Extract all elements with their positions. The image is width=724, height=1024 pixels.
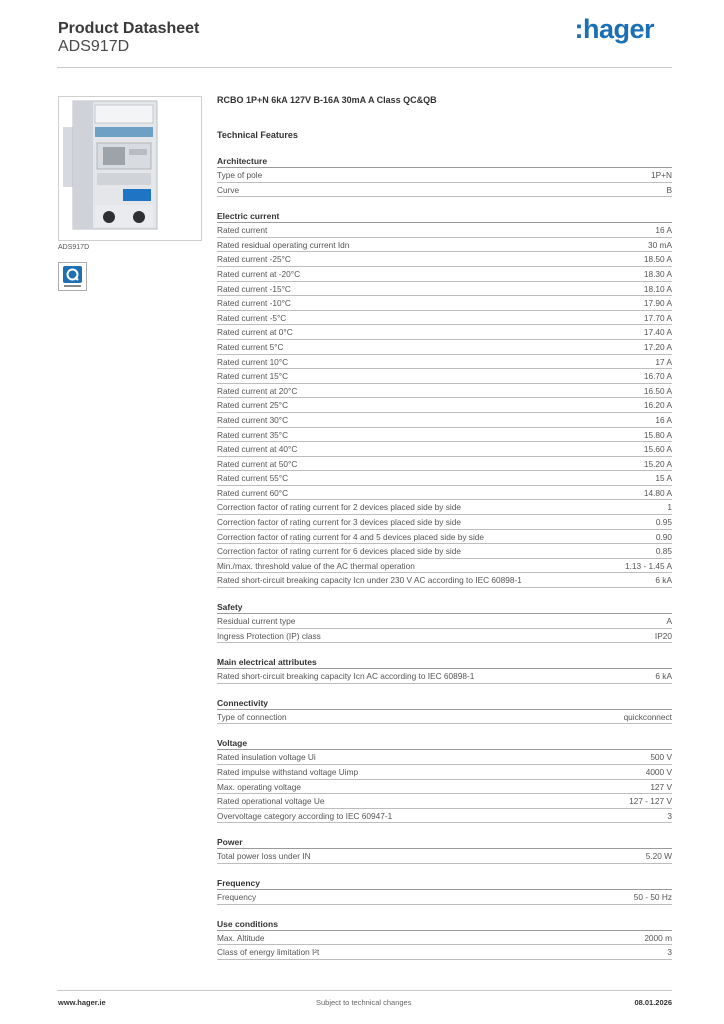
- row-value: 5.20 W: [645, 851, 672, 862]
- table-row: [217, 559, 672, 574]
- row-label: Rated residual operating current Idn: [217, 239, 350, 250]
- table-row: [217, 471, 672, 486]
- row-value: B: [666, 184, 672, 195]
- row-label: Type of connection: [217, 711, 287, 722]
- row-value: 16 A: [655, 414, 672, 425]
- table-row: [217, 614, 672, 629]
- table-row: [217, 849, 672, 864]
- row-value: 16 A: [655, 225, 672, 236]
- row-value: 500 V: [650, 752, 672, 763]
- table-row: [217, 710, 672, 725]
- table-row: [217, 530, 672, 545]
- table-row: [217, 669, 672, 684]
- table-row: [217, 945, 672, 960]
- section: [217, 918, 672, 960]
- section: [217, 601, 672, 643]
- footer-divider: [57, 990, 672, 991]
- row-value: 0.90: [655, 531, 672, 542]
- row-label: Rated short-circuit breaking capacity Icn under 230 V AC according to IEC 60898-1: [217, 575, 522, 586]
- row-label: Rated current at 50°C: [217, 458, 298, 469]
- footer-date: 08.01.2026: [634, 998, 672, 1007]
- table-row: [217, 369, 672, 384]
- section: [217, 656, 672, 684]
- row-value: 17.40 A: [643, 327, 672, 338]
- row-value: 15.20 A: [643, 458, 672, 469]
- row-label: Rated current 10°C: [217, 356, 289, 367]
- section: [217, 210, 672, 588]
- section-title: Architecture: [217, 155, 672, 168]
- row-label: Curve: [217, 184, 240, 195]
- row-label: Rated current 55°C: [217, 473, 289, 484]
- row-label: Rated current 25°C: [217, 400, 289, 411]
- logo-text: :hager: [574, 14, 654, 44]
- technical-features-heading: Technical Features: [217, 130, 298, 140]
- row-value: 15 A: [655, 473, 672, 484]
- row-value: 1.13 - 1.45 A: [624, 560, 672, 571]
- row-value: 17.70 A: [643, 312, 672, 323]
- row-label: Rated current 15°C: [217, 371, 289, 382]
- table-row: [217, 238, 672, 253]
- row-label: Rated current -10°C: [217, 298, 291, 309]
- row-value: 127 V: [650, 781, 672, 792]
- row-label: Rated current 30°C: [217, 414, 289, 425]
- row-label: Rated insulation voltage Ui: [217, 752, 316, 763]
- table-row: [217, 398, 672, 413]
- row-label: Rated short-circuit breaking capacity Icn AC according to IEC 60898-1: [217, 671, 475, 682]
- row-value: 18.10 A: [643, 283, 672, 294]
- row-value: 16.50 A: [643, 385, 672, 396]
- row-value: 16.70 A: [643, 371, 672, 382]
- row-label: Max. operating voltage: [217, 781, 301, 792]
- table-row: [217, 765, 672, 780]
- row-value: 3: [667, 947, 672, 958]
- table-row: [217, 252, 672, 267]
- section-title: Electric current: [217, 210, 672, 223]
- row-label: Ingress Protection (IP) class: [217, 630, 321, 641]
- table-row: [217, 515, 672, 530]
- row-label: Correction factor of rating current for 2 devices placed side by side: [217, 502, 461, 513]
- row-label: Rated current at 0°C: [217, 327, 293, 338]
- page-title: Product Datasheet: [58, 20, 200, 37]
- table-row: [217, 890, 672, 905]
- datasheet-content: [217, 93, 672, 960]
- table-row: [217, 573, 672, 588]
- row-value: 18.30 A: [643, 268, 672, 279]
- row-value: 15.60 A: [643, 444, 672, 455]
- row-label: Min./max. threshold value of the AC thermal operation: [217, 560, 415, 571]
- table-row: [217, 340, 672, 355]
- product-name: RCBO 1P+N 6kA 127V B-16A 30mA A Class QC&QB: [217, 95, 437, 105]
- table-row: [217, 809, 672, 824]
- row-label: Frequency: [217, 891, 257, 902]
- table-row: [217, 355, 672, 370]
- table-row: [217, 544, 672, 559]
- table-row: [217, 296, 672, 311]
- row-label: Rated current -25°C: [217, 254, 291, 265]
- table-row: [217, 442, 672, 457]
- row-label: Rated current 35°C: [217, 429, 289, 440]
- table-row: [217, 384, 672, 399]
- table-row: [217, 500, 672, 515]
- row-value: 1: [667, 502, 672, 513]
- table-row: [217, 428, 672, 443]
- row-value: A: [666, 616, 672, 627]
- row-label: Rated current at 40°C: [217, 444, 298, 455]
- section-title: Safety: [217, 601, 672, 614]
- section: [217, 877, 672, 905]
- row-label: Rated current: [217, 225, 268, 236]
- section-title: Frequency: [217, 877, 672, 890]
- footer-website: www.hager.ie: [58, 998, 106, 1007]
- row-label: Max. Altitude: [217, 932, 265, 943]
- table-row: [217, 457, 672, 472]
- row-label: Rated current 60°C: [217, 487, 289, 498]
- row-label: Residual current type: [217, 616, 296, 627]
- image-caption: ADS917D: [58, 244, 90, 251]
- row-value: IP20: [654, 630, 672, 641]
- row-value: 3: [667, 810, 672, 821]
- table-row: [217, 750, 672, 765]
- row-value: 127 - 127 V: [629, 796, 672, 807]
- table-row: [217, 413, 672, 428]
- row-value: 30 mA: [648, 239, 672, 250]
- row-label: Overvoltage category according to IEC 60947-1: [217, 810, 393, 821]
- row-value: 14.80 A: [643, 487, 672, 498]
- table-row: [217, 780, 672, 795]
- row-value: 15.80 A: [643, 429, 672, 440]
- row-value: 16.20 A: [643, 400, 672, 411]
- row-value: 50 - 50 Hz: [633, 891, 672, 902]
- table-row: [217, 168, 672, 183]
- table-row: [217, 794, 672, 809]
- section-title: Main electrical attributes: [217, 656, 672, 669]
- table-row: [217, 629, 672, 644]
- table-row: [217, 325, 672, 340]
- section: [217, 737, 672, 823]
- table-row: [217, 267, 672, 282]
- row-label: Correction factor of rating current for 6 devices placed side by side: [217, 546, 461, 557]
- table-row: [217, 931, 672, 946]
- section-title: Use conditions: [217, 918, 672, 931]
- footer-notice: Subject to technical changes: [316, 998, 412, 1007]
- section: [217, 155, 672, 197]
- section-title: Power: [217, 836, 672, 849]
- row-label: Class of energy limitation I²t: [217, 947, 320, 958]
- table-row: [217, 223, 672, 238]
- hager-logo: [574, 14, 654, 45]
- row-label: Type of pole: [217, 170, 263, 180]
- rcbo-device-illustration: [59, 97, 201, 240]
- row-label: Rated current -15°C: [217, 283, 291, 294]
- product-reference: ADS917D: [58, 38, 130, 55]
- row-label: Total power loss under IN: [217, 851, 311, 862]
- section: [217, 836, 672, 864]
- section: [217, 697, 672, 725]
- product-image: [58, 96, 202, 241]
- table-row: [217, 486, 672, 501]
- row-value: 6 kA: [655, 575, 672, 586]
- row-label: Rated impulse withstand voltage Uimp: [217, 767, 359, 777]
- feature-sections: [217, 155, 672, 960]
- table-row: [217, 311, 672, 326]
- row-value: 0.95: [655, 517, 672, 528]
- row-value: quickconnect: [623, 711, 672, 722]
- row-label: Rated current -5°C: [217, 312, 287, 323]
- header-divider: [57, 67, 672, 68]
- section-title: Voltage: [217, 737, 672, 750]
- row-value: 17 A: [655, 356, 672, 367]
- row-label: Correction factor of rating current for 3 devices placed side by side: [217, 517, 461, 528]
- row-label: Correction factor of rating current for 4 and 5 devices placed side by side: [217, 531, 485, 542]
- quality-mark-icon: [58, 262, 87, 291]
- table-row: [217, 183, 672, 198]
- row-value: 6 kA: [655, 671, 672, 682]
- row-value: 18.50 A: [643, 254, 672, 265]
- row-label: Rated current at -20°C: [217, 268, 301, 279]
- section-title: Connectivity: [217, 697, 672, 710]
- row-value: 17.90 A: [643, 298, 672, 309]
- row-label: Rated current 5°C: [217, 341, 284, 352]
- row-label: Rated current at 20°C: [217, 385, 298, 396]
- row-label: Rated operational voltage Ue: [217, 796, 325, 807]
- row-value: 0.85: [655, 546, 672, 557]
- table-row: [217, 282, 672, 297]
- row-value: 17.20 A: [643, 341, 672, 352]
- row-value: 2000 m: [644, 932, 672, 943]
- row-value: 1P+N: [651, 170, 672, 180]
- row-value: 4000 V: [645, 767, 672, 777]
